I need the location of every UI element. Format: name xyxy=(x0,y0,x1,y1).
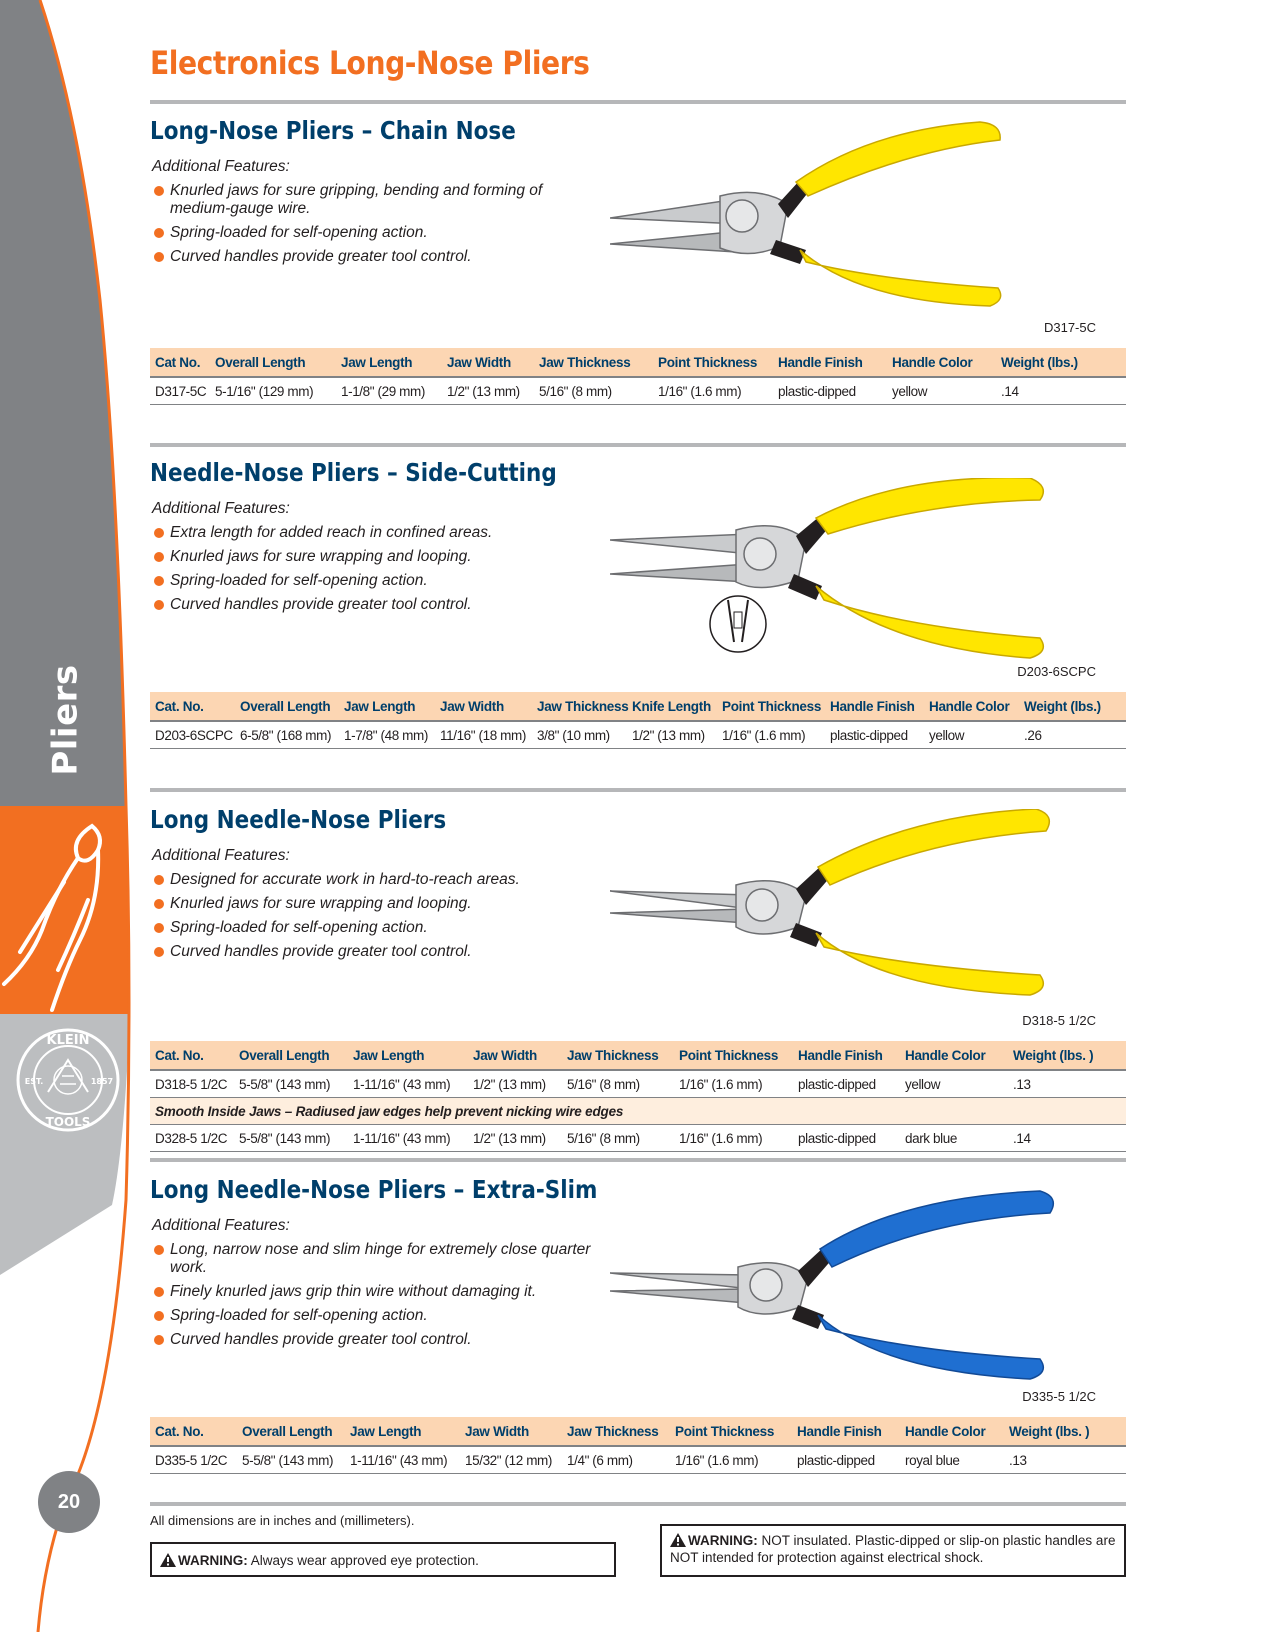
list-item: Spring-loaded for self-opening action. xyxy=(152,919,592,937)
svg-text:EST.: EST. xyxy=(24,1077,44,1086)
bullet-icon xyxy=(154,552,164,562)
table-cell: 15/32" (12 mm) xyxy=(460,1446,562,1474)
bullet-icon xyxy=(154,923,164,933)
feature-list xyxy=(152,182,572,272)
jaw-detail-icon xyxy=(710,596,766,652)
divider xyxy=(150,1158,1126,1162)
table-cell: 5-5/8" (143 mm) xyxy=(234,1070,348,1098)
warning-label: WARNING: xyxy=(688,1533,758,1548)
column-header: Handle Finish xyxy=(792,1417,900,1446)
list-item: Spring-loaded for self-opening action. xyxy=(152,224,572,242)
column-header: Weight (lbs. ) xyxy=(1004,1417,1126,1446)
eye-protection-warning xyxy=(150,1542,616,1577)
column-header: Overall Length xyxy=(237,1417,345,1446)
list-item: Knurled jaws for sure gripping, bending and forming of medium-gauge wire. xyxy=(152,182,572,218)
table-cell: dark blue xyxy=(900,1125,1008,1152)
column-header: Jaw Length xyxy=(336,348,442,377)
part-number-label: D317-5C xyxy=(1043,320,1096,335)
column-header: Handle Color xyxy=(887,348,996,377)
table-cell: plastic-dipped xyxy=(793,1070,900,1098)
table-header-row xyxy=(150,1041,1126,1070)
column-header: Jaw Thickness xyxy=(532,692,627,721)
table-cell: 1/16" (1.6 mm) xyxy=(717,721,825,749)
warning-text: NOT insulated. Plastic-dipped or slip-on plastic handles are NOT intended for protection against electrical shock. xyxy=(670,1533,1116,1565)
side-cutting-pliers-image xyxy=(610,478,1080,678)
section-title: Needle-Nose Pliers – Side-Cutting xyxy=(150,458,557,487)
spec-table xyxy=(150,1041,1126,1152)
table-header-row xyxy=(150,348,1126,377)
table-cell: 5-5/8" (143 mm) xyxy=(234,1125,348,1152)
table-cell: 1-11/16" (43 mm) xyxy=(348,1070,468,1098)
column-header: Jaw Width xyxy=(460,1417,562,1446)
table-cell: 5/16" (8 mm) xyxy=(534,377,653,405)
column-header: Knife Length xyxy=(627,692,717,721)
table-cell: .14 xyxy=(996,377,1126,405)
sidebar xyxy=(0,0,140,1632)
column-header: Handle Finish xyxy=(793,1041,900,1070)
insulation-warning xyxy=(660,1524,1126,1577)
column-header: Cat No. xyxy=(150,348,210,377)
svg-text:1857: 1857 xyxy=(90,1077,114,1086)
list-item: Knurled jaws for sure wrapping and looping. xyxy=(152,895,592,913)
table-cell: D203-6SCPC xyxy=(150,721,235,749)
extra-slim-pliers-image xyxy=(610,1187,1080,1387)
side-tab-label xyxy=(36,660,96,780)
section-title: Long Needle-Nose Pliers xyxy=(150,805,447,834)
feature-list xyxy=(152,1241,592,1355)
table-cell: 1/2" (13 mm) xyxy=(627,721,717,749)
section-extra-slim xyxy=(150,1175,1126,1475)
section-title: Long Needle-Nose Pliers – Extra-Slim xyxy=(150,1175,598,1204)
column-header: Weight (lbs.) xyxy=(1019,692,1126,721)
column-header: Jaw Length xyxy=(348,1041,468,1070)
sidebar-graphic xyxy=(0,0,140,1632)
page-number: 20 xyxy=(38,1471,100,1533)
section-long-needle-nose xyxy=(150,805,1126,1146)
column-header: Point Thickness xyxy=(717,692,825,721)
column-header: Jaw Thickness xyxy=(534,348,653,377)
column-header: Point Thickness xyxy=(674,1041,793,1070)
table-cell: .26 xyxy=(1019,721,1126,749)
spec-table xyxy=(150,1417,1126,1474)
table-cell: plastic-dipped xyxy=(773,377,887,405)
table-cell: .13 xyxy=(1008,1070,1126,1098)
list-item: Finely knurled jaws grip thin wire without damaging it. xyxy=(152,1283,592,1301)
divider xyxy=(150,788,1126,792)
spec-table xyxy=(150,692,1126,749)
list-item: Spring-loaded for self-opening action. xyxy=(152,572,592,590)
section-title: Long-Nose Pliers – Chain Nose xyxy=(150,116,516,145)
bullet-icon xyxy=(154,186,164,196)
list-item: Designed for accurate work in hard-to-reach areas. xyxy=(152,871,592,889)
divider xyxy=(150,443,1126,447)
bullet-icon xyxy=(154,1287,164,1297)
bullet-icon xyxy=(154,947,164,957)
page-title: Electronics Long-Nose Pliers xyxy=(150,44,590,82)
table-cell: 1/2" (13 mm) xyxy=(468,1125,562,1152)
column-header: Cat. No. xyxy=(150,692,235,721)
spec-table xyxy=(150,348,1126,405)
bullet-icon xyxy=(154,600,164,610)
column-header: Handle Color xyxy=(900,1041,1008,1070)
long-needle-nose-pliers-image xyxy=(610,809,1080,999)
list-item: Curved handles provide greater tool control. xyxy=(152,248,572,266)
column-header: Jaw Thickness xyxy=(562,1417,670,1446)
table-cell: 1/4" (6 mm) xyxy=(562,1446,670,1474)
column-header: Point Thickness xyxy=(670,1417,792,1446)
table-cell: 1/2" (13 mm) xyxy=(468,1070,562,1098)
bullet-icon xyxy=(154,1245,164,1255)
table-row xyxy=(150,1125,1126,1152)
column-header: Overall Length xyxy=(210,348,336,377)
column-header: Point Thickness xyxy=(653,348,773,377)
bullet-icon xyxy=(154,899,164,909)
column-header: Jaw Width xyxy=(435,692,532,721)
dimensions-note: All dimensions are in inches and (millimeters). xyxy=(150,1513,415,1528)
list-item: Extra length for added reach in confined areas. xyxy=(152,524,592,542)
table-cell: 1/2" (13 mm) xyxy=(442,377,534,405)
table-row xyxy=(150,1446,1126,1474)
features-label: Additional Features: xyxy=(152,1217,290,1234)
table-cell: royal blue xyxy=(900,1446,1004,1474)
bullet-icon xyxy=(154,528,164,538)
table-cell: 5/16" (8 mm) xyxy=(562,1070,674,1098)
features-label: Additional Features: xyxy=(152,158,290,175)
svg-text:TOOLS: TOOLS xyxy=(45,1115,91,1129)
table-cell: .14 xyxy=(1008,1125,1126,1152)
table-note: Smooth Inside Jaws – Radiused jaw edges help prevent nicking wire edges xyxy=(150,1098,1126,1125)
list-item: Curved handles provide greater tool control. xyxy=(152,596,592,614)
table-cell: 3/8" (10 mm) xyxy=(532,721,627,749)
column-header: Weight (lbs. ) xyxy=(1008,1041,1126,1070)
table-cell: D318-5 1/2C xyxy=(150,1070,234,1098)
list-item: Curved handles provide greater tool control. xyxy=(152,1331,592,1349)
table-cell: yellow xyxy=(887,377,996,405)
features-label: Additional Features: xyxy=(152,500,290,517)
column-header: Cat. No. xyxy=(150,1417,237,1446)
column-header: Handle Color xyxy=(900,1417,1004,1446)
table-cell: plastic-dipped xyxy=(793,1125,900,1152)
table-row xyxy=(150,1070,1126,1098)
warning-icon xyxy=(670,1533,686,1547)
section-chain-nose xyxy=(150,116,1126,416)
table-cell: 1-11/16" (43 mm) xyxy=(345,1446,460,1474)
column-header: Jaw Length xyxy=(339,692,435,721)
table-note-row xyxy=(150,1098,1126,1125)
column-header: Overall Length xyxy=(234,1041,348,1070)
bullet-icon xyxy=(154,252,164,262)
table-header-row xyxy=(150,692,1126,721)
table-cell: D317-5C xyxy=(150,377,210,405)
part-number-label: D335-5 1/2C xyxy=(1022,1389,1096,1404)
bullet-icon xyxy=(154,1311,164,1321)
table-cell: 1/16" (1.6 mm) xyxy=(670,1446,792,1474)
bullet-icon xyxy=(154,1335,164,1345)
features-label: Additional Features: xyxy=(152,847,290,864)
table-cell: plastic-dipped xyxy=(792,1446,900,1474)
part-number-label: D203-6SCPC xyxy=(1017,664,1096,679)
table-cell: D328-5 1/2C xyxy=(150,1125,234,1152)
feature-list xyxy=(152,524,592,620)
warning-label: WARNING: xyxy=(178,1553,248,1568)
side-tab-text: Pliers xyxy=(46,664,87,776)
column-header: Jaw Width xyxy=(468,1041,562,1070)
bullet-icon xyxy=(154,228,164,238)
table-cell: 1-11/16" (43 mm) xyxy=(348,1125,468,1152)
warning-text: Always wear approved eye protection. xyxy=(250,1553,479,1568)
column-header: Handle Color xyxy=(924,692,1019,721)
column-header: Handle Finish xyxy=(825,692,924,721)
table-cell: 5-5/8" (143 mm) xyxy=(237,1446,345,1474)
column-header: Weight (lbs.) xyxy=(996,348,1126,377)
column-header: Handle Finish xyxy=(773,348,887,377)
list-item: Knurled jaws for sure wrapping and looping. xyxy=(152,548,592,566)
column-header: Overall Length xyxy=(235,692,339,721)
bullet-icon xyxy=(154,875,164,885)
table-header-row xyxy=(150,1417,1126,1446)
table-cell: 1-7/8" (48 mm) xyxy=(339,721,435,749)
table-cell: 11/16" (18 mm) xyxy=(435,721,532,749)
svg-text:KLEIN: KLEIN xyxy=(46,1033,90,1048)
table-cell: 6-5/8" (168 mm) xyxy=(235,721,339,749)
table-cell: 1/16" (1.6 mm) xyxy=(674,1125,793,1152)
table-cell: 1/16" (1.6 mm) xyxy=(653,377,773,405)
table-row xyxy=(150,377,1126,405)
table-cell: plastic-dipped xyxy=(825,721,924,749)
bullet-icon xyxy=(154,576,164,586)
list-item: Spring-loaded for self-opening action. xyxy=(152,1307,592,1325)
section-side-cutting xyxy=(150,458,1126,758)
table-cell: 5-1/16" (129 mm) xyxy=(210,377,336,405)
table-cell: yellow xyxy=(924,721,1019,749)
table-row xyxy=(150,721,1126,749)
part-number-label: D318-5 1/2C xyxy=(1022,1013,1096,1028)
list-item: Curved handles provide greater tool control. xyxy=(152,943,592,961)
table-cell: .13 xyxy=(1004,1446,1126,1474)
divider xyxy=(150,100,1126,104)
column-header: Jaw Width xyxy=(442,348,534,377)
divider xyxy=(150,1502,1126,1506)
table-cell: yellow xyxy=(900,1070,1008,1098)
feature-list xyxy=(152,871,592,967)
table-cell: 5/16" (8 mm) xyxy=(562,1125,674,1152)
column-header: Jaw Length xyxy=(345,1417,460,1446)
column-header: Cat. No. xyxy=(150,1041,234,1070)
table-cell: D335-5 1/2C xyxy=(150,1446,237,1474)
table-cell: 1/16" (1.6 mm) xyxy=(674,1070,793,1098)
table-cell: 1-1/8" (29 mm) xyxy=(336,377,442,405)
chain-nose-pliers-image xyxy=(610,120,1070,320)
list-item: Long, narrow nose and slim hinge for extremely close quarter work. xyxy=(152,1241,592,1277)
column-header: Jaw Thickness xyxy=(562,1041,674,1070)
warning-icon xyxy=(160,1553,176,1567)
